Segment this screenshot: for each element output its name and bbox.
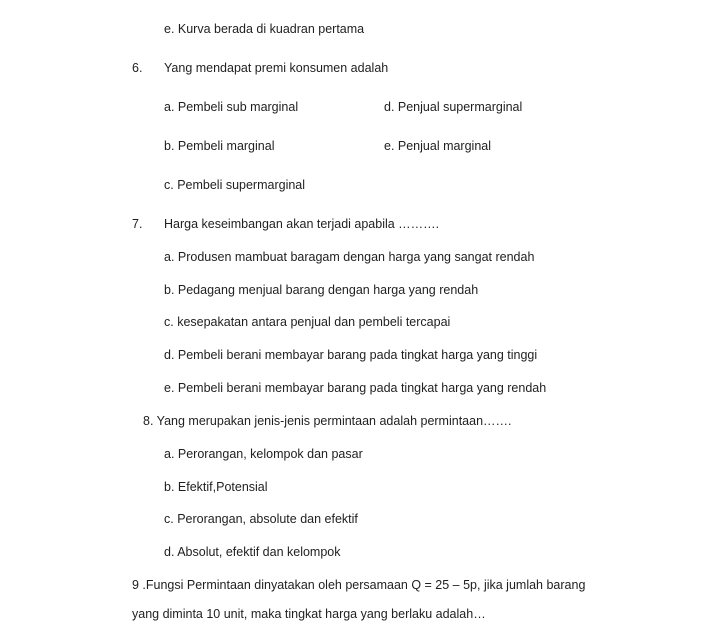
q9-line-1: 9 .Fungsi Permintaan dinyatakan oleh persamaan Q = 25 – 5p, jika jumlah barang xyxy=(132,578,586,592)
q6-option-d: d. Penjual supermarginal xyxy=(384,100,523,114)
q8-option-b: b. Efektif,Potensial xyxy=(164,480,268,494)
q7-question: Harga keseimbangan akan terjadi apabila ………. xyxy=(164,217,440,231)
q6-option-c: c. Pembeli supermarginal xyxy=(164,178,306,192)
q7-option-d: d. Pembeli berani membayar barang pada tingkat harga yang tinggi xyxy=(164,348,538,362)
q7-option-e: e. Pembeli berani membayar barang pada tingkat harga yang rendah xyxy=(164,381,547,395)
q8-option-a: a. Perorangan, kelompok dan pasar xyxy=(164,447,363,461)
q7-option-c: c. kesepakatan antara penjual dan pembeli tercapai xyxy=(164,315,451,329)
q6-option-a: a. Pembeli sub marginal xyxy=(164,100,299,114)
q7-number: 7. xyxy=(132,217,143,231)
q6-question: Yang mendapat premi konsumen adalah xyxy=(164,61,389,75)
q9-line-2: yang diminta 10 unit, maka tingkat harga yang berlaku adalah… xyxy=(132,607,486,621)
q8-question: 8. Yang merupakan jenis-jenis permintaan adalah permintaan……. xyxy=(143,414,512,428)
q8-option-c: c. Perorangan, absolute dan efektif xyxy=(164,512,358,526)
q6-option-b: b. Pembeli marginal xyxy=(164,139,275,153)
q6-number: 6. xyxy=(132,61,143,75)
q5-option-e: e. Kurva berada di kuadran pertama xyxy=(164,22,365,36)
q8-option-d: d. Absolut, efektif dan kelompok xyxy=(164,545,341,559)
q7-option-a: a. Produsen mambuat baragam dengan harga yang sangat rendah xyxy=(164,250,535,264)
q7-option-b: b. Pedagang menjual barang dengan harga yang rendah xyxy=(164,283,479,297)
q6-option-e: e. Penjual marginal xyxy=(384,139,492,153)
